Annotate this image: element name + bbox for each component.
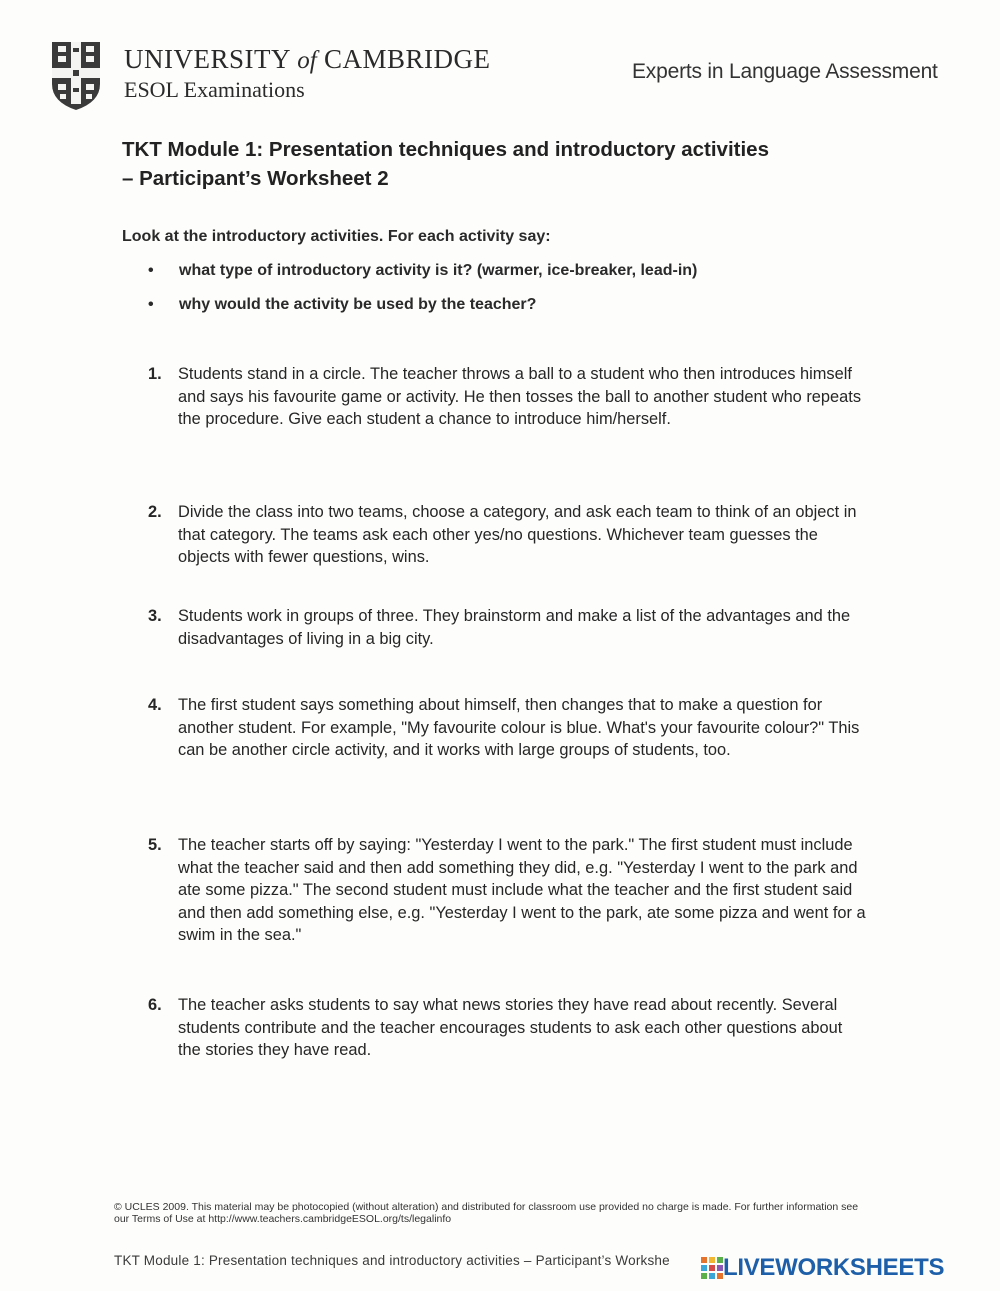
activity-number: 4. bbox=[148, 696, 162, 714]
bullet-text: what type of introductory activity is it? (warmer, ice-breaker, lead-in) bbox=[179, 262, 698, 279]
activity-text: Students stand in a circle. The teacher throws a ball to a student who then introduces himself and says his favourite game or activity. He then tosses the ball to another student who repeats the procedure. Give each student a chance to introduce him/herself. bbox=[178, 365, 862, 428]
activity-item bbox=[148, 363, 868, 431]
liveworksheets-watermark bbox=[697, 1253, 945, 1283]
activity-number: 5. bbox=[148, 836, 162, 854]
university-name-suffix: CAMBRIDGE bbox=[323, 44, 491, 74]
bullet-text: why would the activity be used by the teacher? bbox=[179, 296, 537, 313]
activity-text: The teacher asks students to say what news stories they have read about recently. Several students contribute and the teacher encourages students to ask each other questions about the stories they have read. bbox=[178, 996, 843, 1059]
university-subtitle: ESOL Examinations bbox=[124, 77, 305, 102]
activity-item bbox=[148, 501, 868, 569]
worksheet-title bbox=[122, 135, 882, 193]
activity-number: 1. bbox=[148, 365, 162, 383]
activity-text: The first student says something about himself, then changes that to make a question for another student. For example, "My favourite colour is blue. What's your favourite colour?" This can be another circle activity, and it works with large groups of students, too. bbox=[178, 696, 860, 759]
bullet-icon: • bbox=[148, 262, 154, 279]
university-name-prefix: UNIVERSITY bbox=[124, 44, 290, 74]
university-name bbox=[124, 44, 490, 75]
activity-text: Divide the class into two teams, choose a category, and ask each team to think of an object in that category. The teams ask each other yes/no questions. Whichever team guesses the objects with fewer questions, wins. bbox=[178, 503, 857, 566]
university-crest-icon bbox=[50, 40, 102, 112]
header-tagline: Experts in Language Assessment bbox=[632, 60, 938, 83]
bullet-icon: • bbox=[148, 296, 154, 313]
university-name-of: of bbox=[297, 47, 317, 74]
activity-item bbox=[148, 994, 868, 1062]
activity-item bbox=[148, 694, 868, 762]
activity-number: 2. bbox=[148, 503, 162, 521]
activity-number: 6. bbox=[148, 996, 162, 1014]
activity-number: 3. bbox=[148, 607, 162, 625]
liveworksheets-text: LIVEWORKSHEETS bbox=[723, 1254, 945, 1281]
activity-text: Students work in groups of three. They brainstorm and make a list of the advantages and the disadvantages of living in a big city. bbox=[178, 607, 851, 648]
footer-running-title: TKT Module 1: Presentation techniques and introductory activities – Participant’s Workshe bbox=[114, 1253, 670, 1268]
copyright-notice: © UCLES 2009. This material may be photocopied (without alteration) and distributed for classroom use provided no charge is made. For further information see our Terms of Use at http://www.teachers.cambridgeESOL.org/ts/legalinfo bbox=[114, 1201, 859, 1225]
liveworksheets-logo-icon bbox=[701, 1257, 723, 1279]
title-line-2: – Participant’s Worksheet 2 bbox=[122, 167, 389, 190]
title-line-1: TKT Module 1: Presentation techniques and introductory activities bbox=[122, 138, 769, 161]
activity-text: The teacher starts off by saying: "Yesterday I went to the park." The first student must include what the teacher said and then add something they did, e.g. "Yesterday I went to the park and ate some pizza." The second student must include what the teacher and the first student said and then add something else, e.g. "Yesterday I went to the park, ate some pizza and went for a swim in the sea." bbox=[178, 836, 866, 944]
activity-item bbox=[148, 605, 868, 650]
instructions-intro: Look at the introductory activities. For each activity say: bbox=[122, 228, 551, 245]
activity-item bbox=[148, 834, 868, 947]
